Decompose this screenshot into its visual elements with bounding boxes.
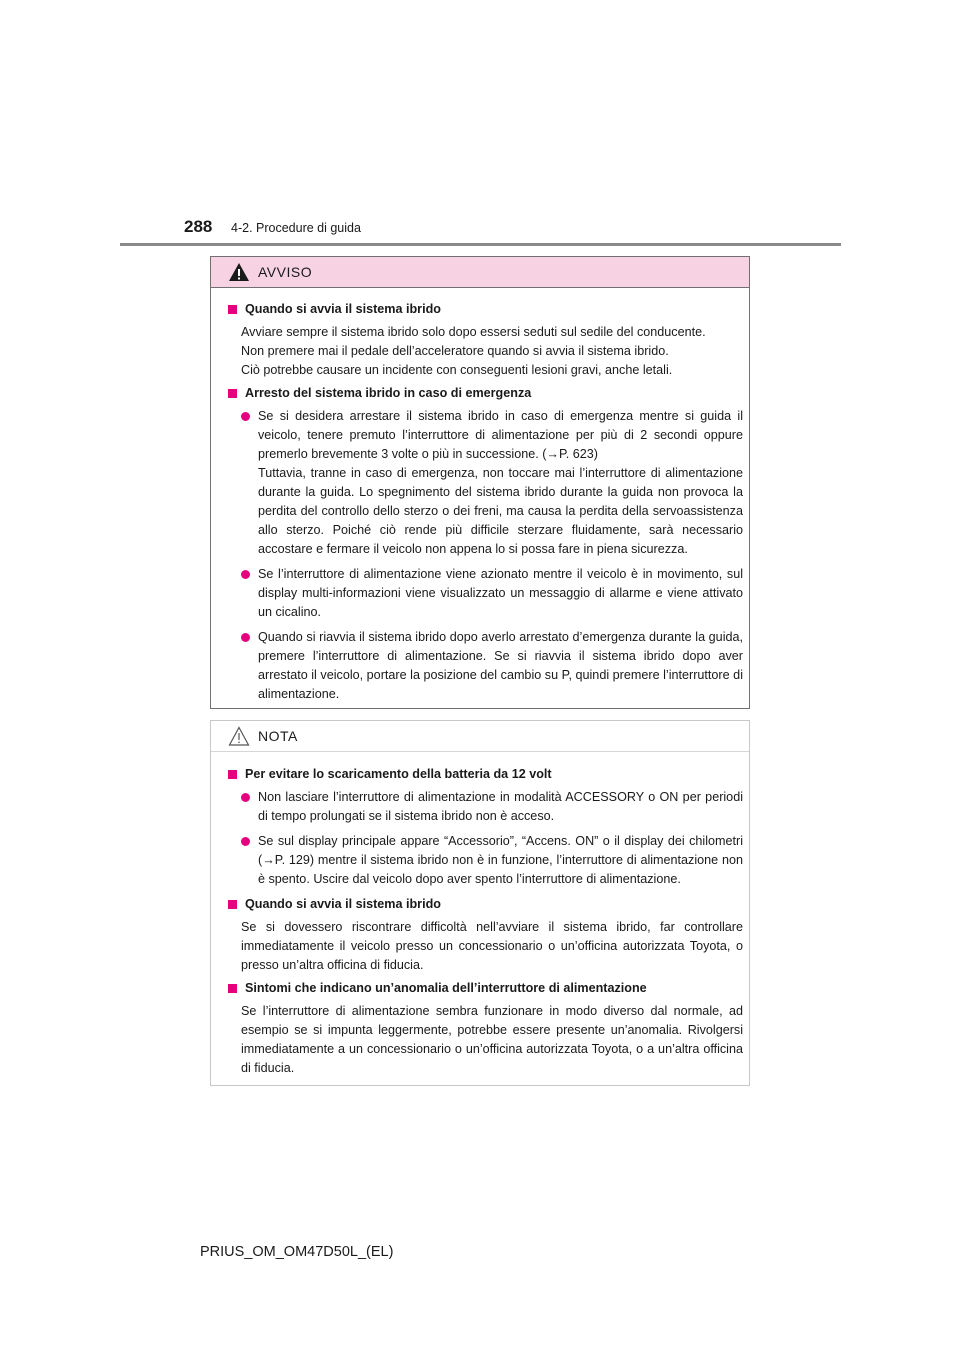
note-label: NOTA (258, 728, 298, 744)
note-box (210, 720, 750, 1086)
warning-section-title: Arresto del sistema ibrido in caso di emergenza (228, 384, 743, 403)
warning-label: AVVISO (258, 264, 313, 280)
square-bullet-icon (228, 984, 237, 993)
round-bullet-icon (241, 412, 250, 421)
square-bullet-icon (228, 900, 237, 909)
document-code: PRIUS_OM_OM47D50L_(EL) (200, 1244, 394, 1260)
page-number: 288 (184, 217, 213, 236)
warning-box-header (211, 257, 749, 288)
square-bullet-icon (228, 305, 237, 314)
note-paragraph: Se si dovessero riscontrare difficoltà nell’avviare il sistema ibrido, far controllare immediatamente il veicolo presso un concessionario o un’officina autorizzata Toyota, o presso un’altra officina di fiducia. (241, 920, 743, 972)
caution-triangle-outline-icon (228, 726, 250, 746)
note-box-body (211, 752, 749, 1078)
round-bullet-icon (241, 633, 250, 642)
round-bullet-icon (241, 570, 250, 579)
page-header (0, 0, 960, 250)
list-item: Se sul display principale appare “Accessorio”, “Accens. ON” o il display dei chilometri (→P. 129) mentre il sistema ibrido non è in funzione, l’interruttore di alimentazione non è spento. Uscire dal veicolo dopo aver spento l’interruttore di alimentazione. (228, 832, 743, 889)
note-box-header (211, 721, 749, 752)
list-item: Se si desidera arrestare il sistema ibrido in caso di emergenza mentre si guida il veicolo, tenere premuto l’interruttore di alimentazione per più di 2 secondi oppure premerlo brevemente 3 volte o più in successione. (→P. 623) Tuttavia, tranne in caso di emergenza, non toccare mai l’interruttore di alimentazione durante la guida. Lo spegnimento del sistema ibrido durante la guida non provoca la perdita del controllo dello sterzo o dei freni, ma causa la perdita della servoassistenza allo sterzo. Poiché ciò rende più difficile sterzare fluidamente, sarà necessario accostare e fermare il veicolo non appena lo si possa fare in piena sicurezza. (228, 407, 743, 559)
round-bullet-icon (241, 793, 250, 802)
warning-section-title: Quando si avvia il sistema ibrido (228, 300, 743, 319)
square-bullet-icon (228, 770, 237, 779)
warning-paragraph: Avviare sempre il sistema ibrido solo dopo essersi seduti sul sedile del conducente. Non premere mai il pedale dell’acceleratore quando si avvia il sistema ibrido. Ciò potrebbe causare un incidente con conseguenti lesioni gravi, anche letali. (241, 325, 706, 377)
note-paragraph: Se l’interruttore di alimentazione sembra funzionare in modo diverso dal normale, ad esempio se si impunta leggermente, potrebbe essere presente un’anomalia. Rivolgersi immediatamente a un concessionario o un’officina autorizzata Toyota, o a un’altra officina di fiducia. (241, 1004, 743, 1075)
section-title: 4-2. Procedure di guida (231, 221, 361, 235)
warning-triangle-icon (228, 262, 250, 282)
list-item: Quando si riavvia il sistema ibrido dopo averlo arrestato d’emergenza durante la guida, premere l’interruttore di alimentazione. Se si riavvia il sistema ibrido dopo aver arrestato il veicolo, portare la posizione del cambio su P, quindi premere l’interruttore di alimentazione. (228, 628, 743, 704)
note-section-title: Per evitare lo scaricamento della batteria da 12 volt (228, 765, 743, 784)
warning-box (210, 256, 750, 709)
warning-box-body (211, 288, 749, 704)
header-rule (120, 243, 841, 246)
note-section-title: Quando si avvia il sistema ibrido (228, 895, 743, 914)
square-bullet-icon (228, 389, 237, 398)
list-item: Non lasciare l’interruttore di alimentazione in modalità ACCESSORY o ON per periodi di tempo prolungati se il sistema ibrido non è acceso. (228, 788, 743, 826)
note-section-title: Sintomi che indicano un’anomalia dell’interruttore di alimentazione (228, 979, 743, 998)
round-bullet-icon (241, 837, 250, 846)
list-item: Se l’interruttore di alimentazione viene azionato mentre il veicolo è in movimento, sul display multi-informazioni viene visualizzato un messaggio di allarme e viene attivato un cicalino. (228, 565, 743, 622)
